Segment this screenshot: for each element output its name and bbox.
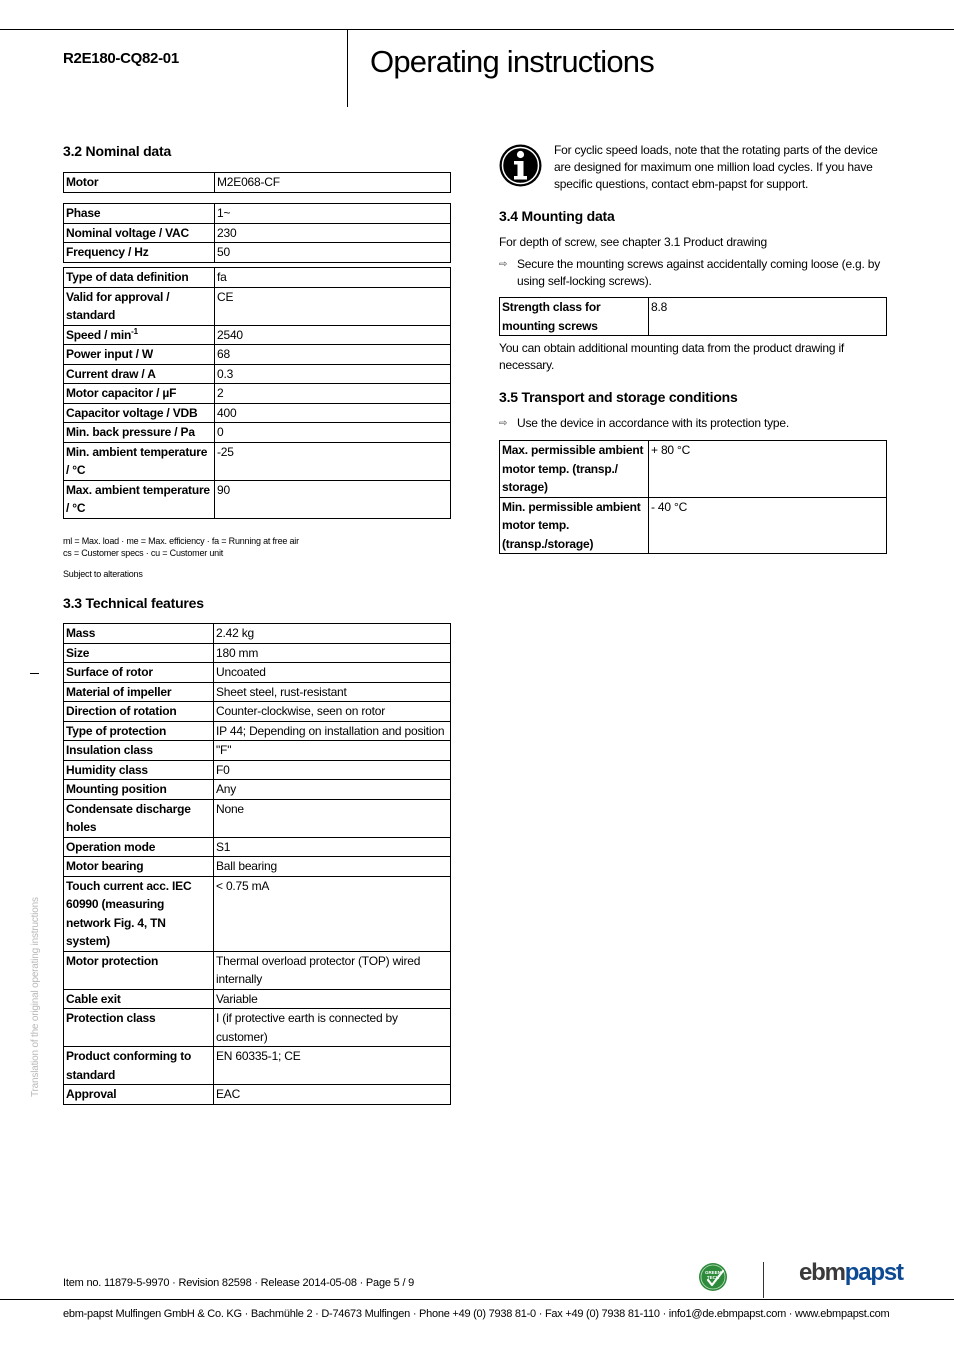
row-label bbox=[64, 442, 215, 480]
table-row bbox=[64, 682, 451, 702]
table-row bbox=[64, 403, 451, 423]
technical-table-body bbox=[64, 624, 451, 1105]
sidebar-note: Translation of the original operating instructions bbox=[30, 897, 41, 1097]
row-label-text: Mass bbox=[66, 626, 96, 640]
footer-logo-divider bbox=[763, 1262, 764, 1298]
row-label-text: Min. back pressure / Pa bbox=[66, 425, 195, 439]
row-label bbox=[500, 497, 649, 554]
row-value: EN 60335-1; CE bbox=[214, 1047, 451, 1085]
header-top-rule bbox=[0, 29, 954, 30]
row-label-text: Max. permissible ambient motor temp. (transp./ storage) bbox=[502, 443, 644, 494]
greentech-top-text: GREEN bbox=[704, 1270, 722, 1275]
row-label bbox=[64, 1047, 214, 1085]
table-row bbox=[64, 857, 451, 877]
row-value: F0 bbox=[214, 760, 451, 780]
footer-company-info: ebm-papst Mulfingen GmbH & Co. KG · Bachmühle 2 · D-74673 Mulfingen · Phone +49 (0) 7938 81-0 · Fax +49 (0) 7938 81-110 · info1@de.ebmpapst.com · www.ebmpapst.com bbox=[63, 1308, 890, 1320]
row-value: 400 bbox=[215, 403, 451, 423]
row-value: Counter-clockwise, seen on rotor bbox=[214, 702, 451, 722]
row-label-text: Strength class for mounting screws bbox=[502, 300, 601, 333]
table-row bbox=[64, 837, 451, 857]
table-row bbox=[64, 423, 451, 443]
row-label-text: Speed / min bbox=[66, 327, 132, 342]
row-label-text: Direction of rotation bbox=[66, 704, 177, 718]
info-note: For cyclic speed loads, note that the rotating parts of the device are designed for maximum one million load cycles. If you have specific questions, contact ebm-papst for support. bbox=[554, 143, 878, 191]
arrow-right-icon: ⇨ bbox=[499, 418, 508, 429]
table-row bbox=[64, 951, 451, 989]
row-value: 1~ bbox=[215, 204, 451, 224]
row-label bbox=[64, 1085, 214, 1105]
table-row bbox=[64, 384, 451, 404]
table-row bbox=[64, 780, 451, 800]
table-row bbox=[64, 243, 451, 263]
row-value: 230 bbox=[215, 223, 451, 243]
row-value: < 0.75 mA bbox=[214, 876, 451, 951]
row-value: 8.8 bbox=[649, 298, 887, 336]
table-row bbox=[64, 1085, 451, 1105]
table-row bbox=[64, 173, 451, 193]
row-label-text: Approval bbox=[66, 1087, 117, 1101]
row-value: fa bbox=[215, 268, 451, 288]
row-label-text: Mounting position bbox=[66, 782, 167, 796]
row-value: 0.3 bbox=[215, 364, 451, 384]
table-row bbox=[500, 497, 887, 554]
row-label bbox=[64, 1009, 214, 1047]
row-label-text: Motor bearing bbox=[66, 859, 144, 873]
table-row bbox=[64, 442, 451, 480]
row-label bbox=[64, 243, 215, 263]
row-label-text: Type of data definition bbox=[66, 270, 189, 284]
table-row bbox=[64, 223, 451, 243]
arrow-right-icon: ⇨ bbox=[499, 259, 508, 270]
row-label bbox=[500, 298, 649, 336]
row-label-text: Humidity class bbox=[66, 762, 148, 777]
row-value: 0 bbox=[215, 423, 451, 443]
row-label-text: Touch current acc. IEC 60990 (measuring network Fig. 4, TN system) bbox=[66, 878, 192, 948]
row-label bbox=[64, 643, 214, 663]
mounting-heading: 3.4 Mounting data bbox=[499, 208, 615, 224]
technical-heading: 3.3 Technical features bbox=[63, 595, 204, 611]
table-row bbox=[64, 721, 451, 741]
row-label bbox=[64, 204, 215, 224]
motor-table bbox=[63, 172, 451, 193]
row-value: M2E068-CF bbox=[215, 173, 451, 193]
table-row bbox=[64, 325, 451, 345]
row-label bbox=[64, 325, 215, 345]
row-label bbox=[64, 173, 215, 193]
table-row bbox=[64, 876, 451, 951]
row-label bbox=[64, 951, 214, 989]
row-label bbox=[64, 364, 215, 384]
row-label bbox=[64, 702, 214, 722]
row-label bbox=[64, 799, 214, 837]
row-label bbox=[500, 441, 649, 498]
row-value: 68 bbox=[215, 345, 451, 365]
transport-heading: 3.5 Transport and storage conditions bbox=[499, 389, 738, 405]
row-label-text: Product conforming to standard bbox=[66, 1049, 192, 1082]
row-value: Any bbox=[214, 780, 451, 800]
table-row bbox=[64, 287, 451, 325]
table-row bbox=[64, 364, 451, 384]
row-label bbox=[64, 989, 214, 1009]
row-label bbox=[64, 780, 214, 800]
row-value: + 80 °C bbox=[649, 441, 887, 498]
row-value: CE bbox=[215, 287, 451, 325]
table-row bbox=[64, 1047, 451, 1085]
table-row bbox=[64, 345, 451, 365]
table-row bbox=[64, 799, 451, 837]
logo-part-papst: papst bbox=[844, 1259, 903, 1286]
row-label bbox=[64, 876, 214, 951]
row-label-text: Phase bbox=[66, 206, 101, 220]
mounting-bullet-text: Secure the mounting screws against accidentally coming loose (e.g. by using self-locking screws). bbox=[517, 257, 881, 288]
row-label bbox=[64, 480, 215, 518]
row-label bbox=[64, 682, 214, 702]
transport-table-body bbox=[500, 441, 887, 554]
motor-table-body bbox=[64, 173, 451, 193]
row-label-text: Motor capacitor / µF bbox=[66, 386, 177, 400]
document-title: Operating instructions bbox=[370, 44, 654, 79]
row-label-text: Valid for approval / standard bbox=[66, 289, 170, 322]
row-label-text: Insulation class bbox=[66, 743, 153, 757]
row-label-text: Type of protection bbox=[66, 723, 167, 738]
row-label-text: Motor bbox=[66, 175, 99, 189]
row-label-text: Surface of rotor bbox=[66, 665, 153, 679]
table-row bbox=[64, 624, 451, 644]
mounting-note: You can obtain additional mounting data from the product drawing if necessary. bbox=[499, 341, 845, 372]
row-value: 2.42 kg bbox=[214, 624, 451, 644]
row-value: Variable bbox=[214, 989, 451, 1009]
table-row bbox=[64, 702, 451, 722]
row-label bbox=[64, 741, 214, 761]
legend-line-2: cs = Customer specs · cu = Customer unit bbox=[63, 548, 224, 558]
table-row bbox=[500, 298, 887, 336]
nominal-heading: 3.2 Nominal data bbox=[63, 143, 172, 159]
row-label bbox=[64, 721, 214, 741]
table-row bbox=[64, 480, 451, 518]
row-value: 180 mm bbox=[214, 643, 451, 663]
row-label-text: Frequency / Hz bbox=[66, 245, 149, 259]
row-label-text: Cable exit bbox=[66, 991, 121, 1006]
row-value: S1 bbox=[214, 837, 451, 857]
row-label-text: Material of impeller bbox=[66, 684, 172, 699]
greentech-badge-icon bbox=[698, 1262, 728, 1292]
table-row bbox=[500, 441, 887, 498]
table-row bbox=[64, 760, 451, 780]
row-value: Uncoated bbox=[214, 663, 451, 683]
performance-table bbox=[63, 267, 451, 519]
row-label bbox=[64, 287, 215, 325]
footer-rule bbox=[0, 1299, 954, 1300]
row-value: 2 bbox=[215, 384, 451, 404]
row-label-text: Capacitor voltage / VDB bbox=[66, 405, 198, 420]
row-value: 2540 bbox=[215, 325, 451, 345]
row-label-text: Min. ambient temperature / °C bbox=[66, 444, 208, 477]
table-row bbox=[64, 663, 451, 683]
row-label bbox=[64, 857, 214, 877]
row-label bbox=[64, 403, 215, 423]
row-value: "F" bbox=[214, 741, 451, 761]
row-label-text: Current draw / A bbox=[66, 366, 156, 381]
row-label-text: Operation mode bbox=[66, 839, 156, 854]
table-row bbox=[64, 1009, 451, 1047]
transport-table bbox=[499, 440, 887, 554]
table-row bbox=[64, 268, 451, 288]
table-row bbox=[64, 989, 451, 1009]
row-label bbox=[64, 223, 215, 243]
row-label bbox=[64, 345, 215, 365]
row-value: I (if protective earth is connected by customer) bbox=[214, 1009, 451, 1047]
logo-part-ebm: ebm bbox=[799, 1259, 845, 1286]
row-label bbox=[64, 423, 215, 443]
mounting-table-body bbox=[500, 298, 887, 336]
row-label-text: Protection class bbox=[66, 1011, 156, 1025]
transport-bullet-text: Use the device in accordance with its protection type. bbox=[517, 416, 790, 430]
electric-table bbox=[63, 203, 451, 263]
legend-line-1: ml = Max. load · me = Max. efficiency · fa = Running at free air bbox=[63, 536, 299, 546]
mounting-bullet bbox=[499, 256, 887, 290]
row-value: 50 bbox=[215, 243, 451, 263]
row-value: -25 bbox=[215, 442, 451, 480]
table-row bbox=[64, 204, 451, 224]
model-number: R2E180-CQ82-01 bbox=[63, 50, 179, 67]
footer-item-info: Item no. 11879-5-9970 · Revision 82598 · Release 2014-05-08 · Page 5 / 9 bbox=[63, 1277, 415, 1289]
row-label bbox=[64, 663, 214, 683]
mounting-intro: For depth of screw, see chapter 3.1 Product drawing bbox=[499, 235, 767, 249]
row-label-text: Nominal voltage / VAC bbox=[66, 225, 189, 240]
ebmpapst-logo bbox=[799, 1259, 903, 1287]
row-label-text: Min. permissible ambient motor temp. (transp./storage) bbox=[502, 499, 641, 551]
row-value: Sheet steel, rust-resistant bbox=[214, 682, 451, 702]
row-label bbox=[64, 268, 215, 288]
row-label-text: Condensate discharge holes bbox=[66, 801, 191, 834]
table-row bbox=[64, 643, 451, 663]
row-value: Ball bearing bbox=[214, 857, 451, 877]
row-label-text: Power input / W bbox=[66, 347, 153, 361]
row-value: None bbox=[214, 799, 451, 837]
row-label-sup: -1 bbox=[131, 326, 138, 336]
row-value: IP 44; Depending on installation and position bbox=[214, 721, 451, 741]
performance-table-body bbox=[64, 268, 451, 519]
row-label bbox=[64, 624, 214, 644]
row-value: 90 bbox=[215, 480, 451, 518]
electric-table-body bbox=[64, 204, 451, 263]
info-icon bbox=[499, 144, 542, 187]
row-label bbox=[64, 837, 214, 857]
row-label bbox=[64, 760, 214, 780]
transport-bullet bbox=[499, 415, 887, 432]
row-label-text: Max. ambient temperature / °C bbox=[66, 482, 210, 515]
table-row bbox=[64, 741, 451, 761]
row-label-text: Size bbox=[66, 645, 90, 660]
technical-table bbox=[63, 623, 451, 1105]
row-value: EAC bbox=[214, 1085, 451, 1105]
row-label bbox=[64, 384, 215, 404]
header-divider bbox=[347, 29, 348, 107]
margin-tick bbox=[30, 673, 39, 674]
greentech-bottom-text: TECH bbox=[706, 1275, 720, 1280]
row-value: Thermal overload protector (TOP) wired internally bbox=[214, 951, 451, 989]
row-value: - 40 °C bbox=[649, 497, 887, 554]
mounting-table bbox=[499, 297, 887, 336]
subject-to-alterations: Subject to alterations bbox=[63, 569, 143, 579]
row-label-text: Motor protection bbox=[66, 953, 159, 968]
